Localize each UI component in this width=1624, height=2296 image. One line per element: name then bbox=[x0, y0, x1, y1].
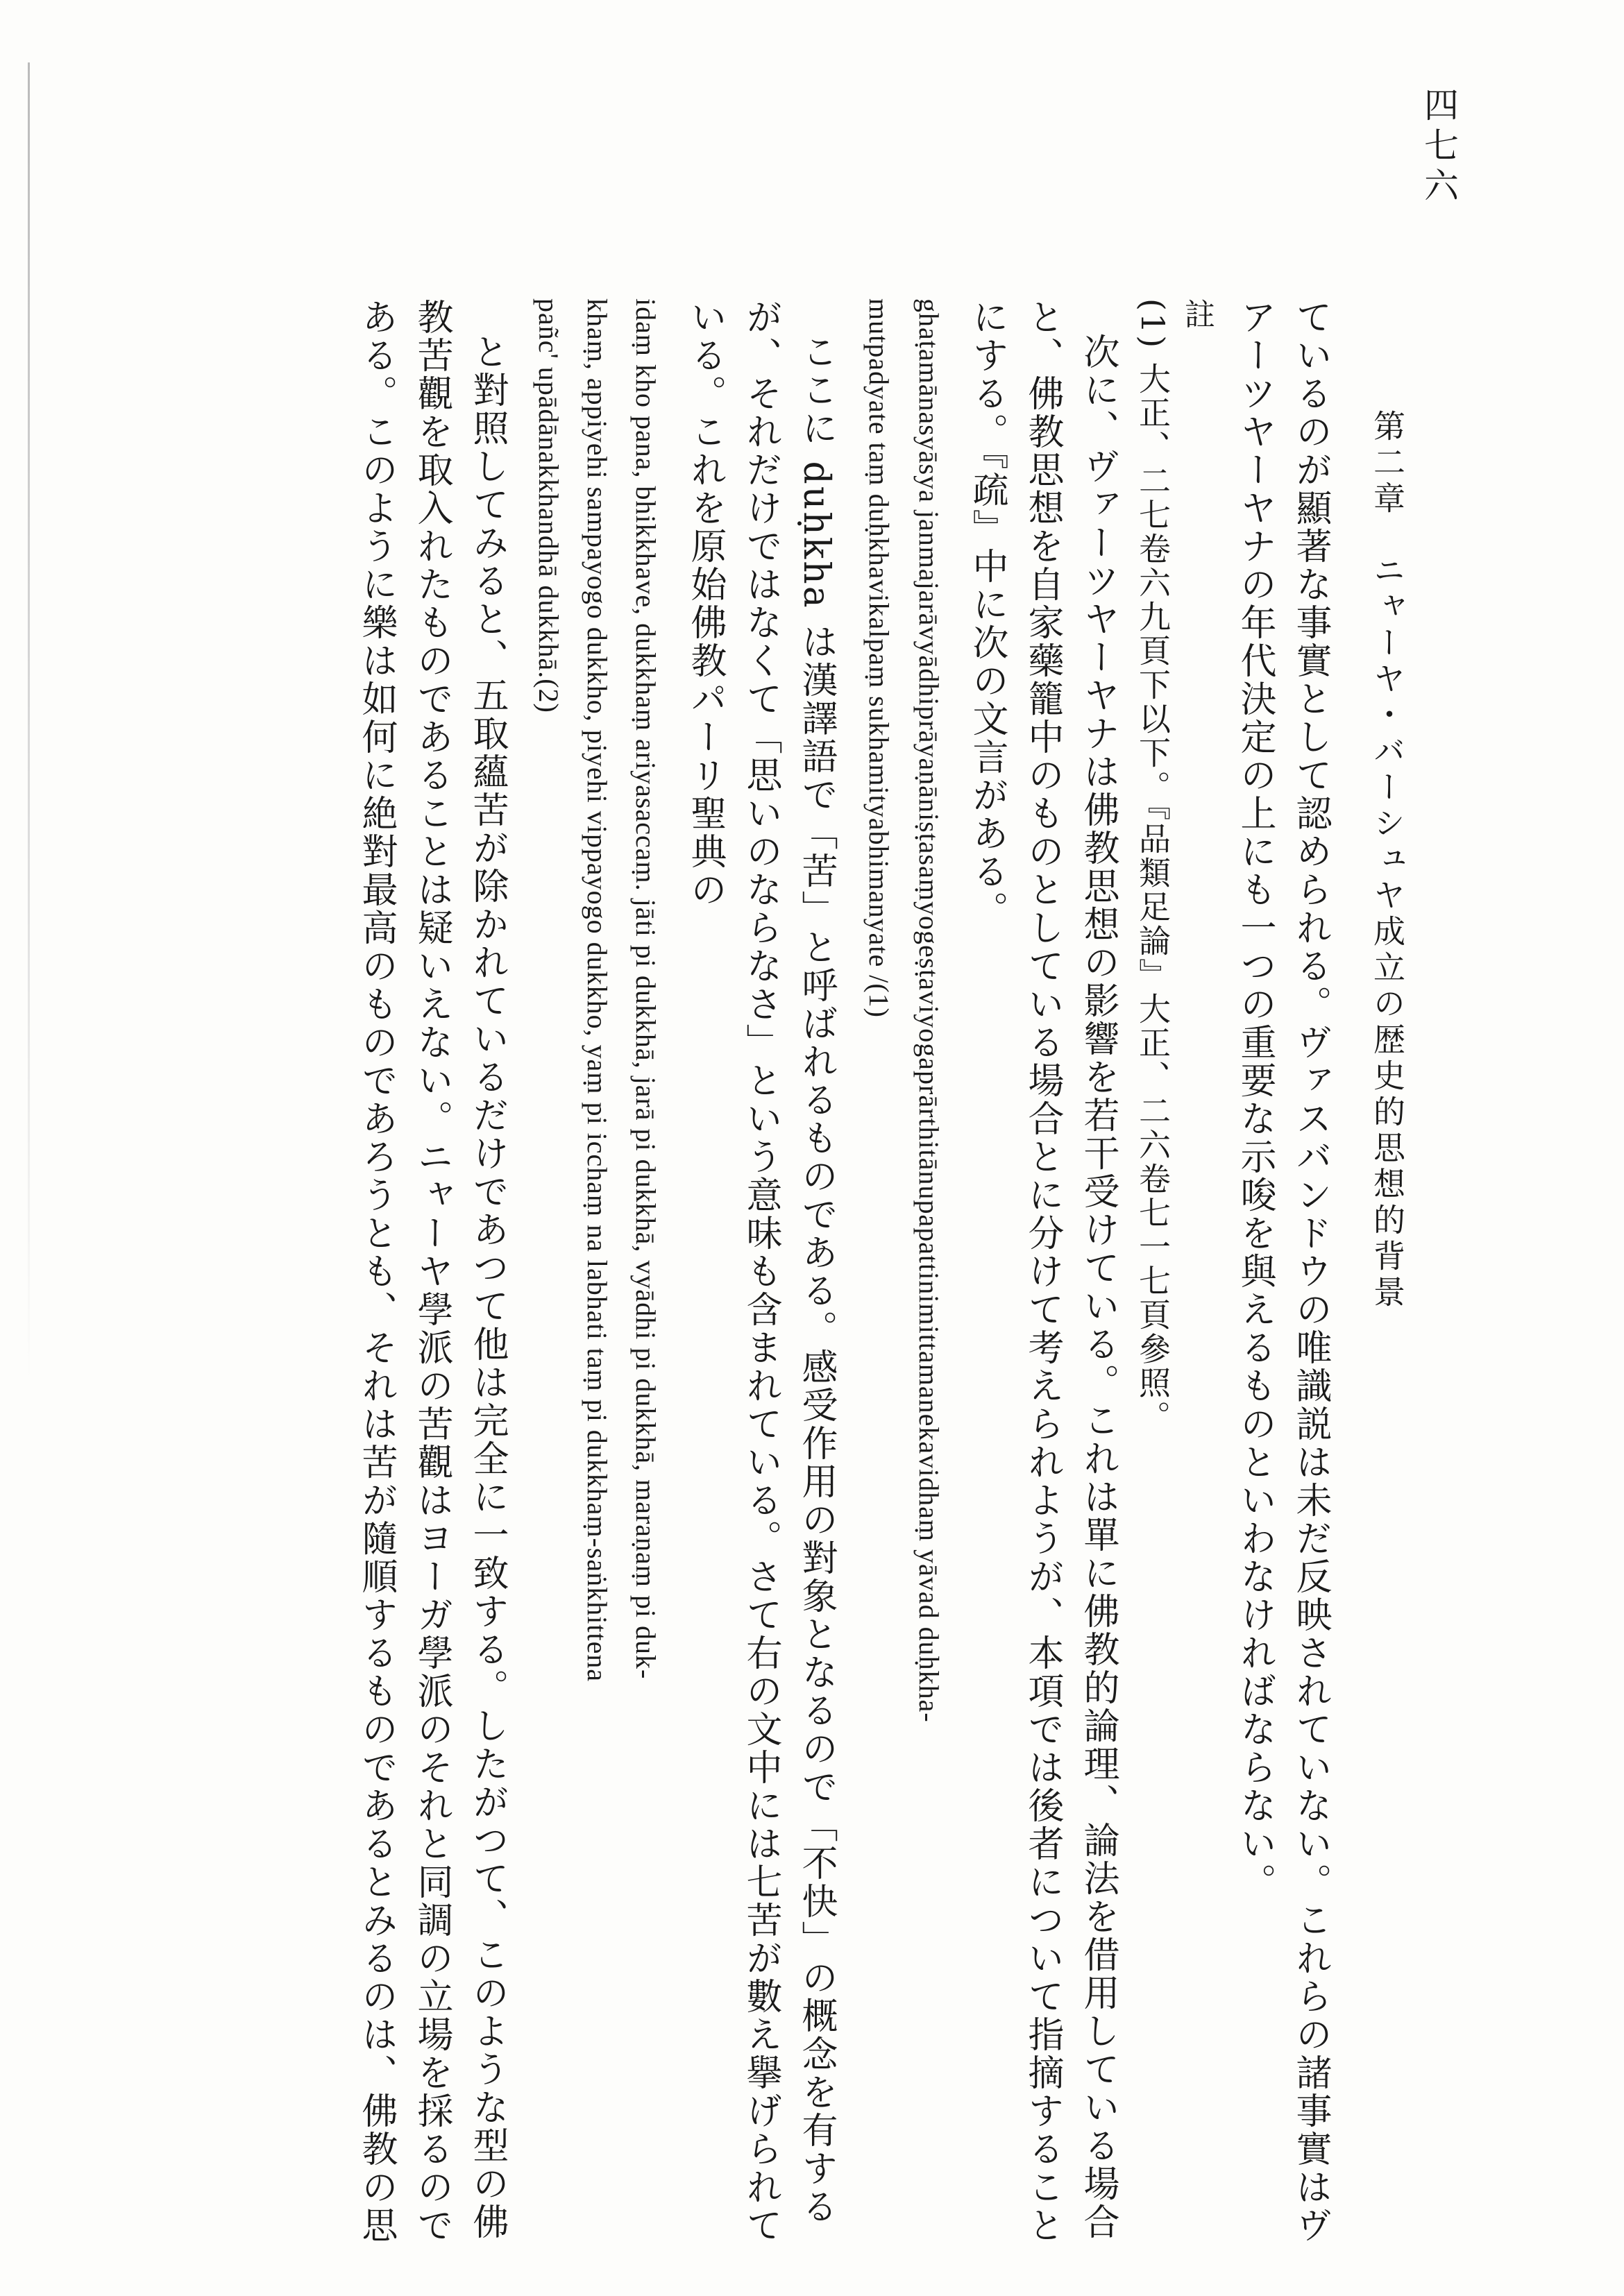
pali-quote-line: idaṃ kho pana, bhikkhave, dukkhaṃ ariyasaccaṃ. jāti pi dukkhā, jarā pi dukkhā, vyādhi pi dukkhā, maraṇaṃ pi duk- bbox=[630, 298, 661, 1680]
body-line: ここに duḥkha は漢譯語で「苦」と呼ばれるものである。感受作用の對象となるので「不快」の概念を有する bbox=[795, 333, 837, 2227]
body-line: と對照してみると、五取蘊苦が除かれているだけであつて他は完全に一致する。したがつて、このような型の佛 bbox=[466, 333, 508, 2241]
body-line: ているのが顯著な事實として認められる。ヴァスバンドウの唯識説は未だ反映されていない。これらの諸事實はヴ bbox=[1289, 298, 1331, 2245]
body-line: 教苦觀を取入れたものであることは疑いえない。ニャーヤ學派の苦觀はヨーガ學派のそれと同調の立場を採るので bbox=[411, 298, 452, 2245]
body-line: と、佛教思想を自家藥籠中のものとしている場合とに分けて考えられようが、本項では後者について指摘すること bbox=[1022, 298, 1063, 2245]
pali-quote-line: khaṃ, appiyehi sampayogo dukkho, piyehi vippayogo dukkho, yaṃ pi icchaṃ na labhati taṃ pi dukkhaṃ-saṅkhittena bbox=[582, 298, 613, 1683]
body-line: が、それだけではなくて「思いのならなさ」という意味も含まれている。さて右の文中には七苦が數え擧げられて bbox=[740, 298, 781, 2245]
body-line: 次に、ヴァーツヤーヤナは佛教思想の影響を若干受けている。これは單に佛教的論理、論法を借用している場合 bbox=[1077, 333, 1119, 2241]
body-line: ある。このように樂は如何に絶對最高のものであろうとも、それは苦が隨順するものであるとみるのは、佛教の思 bbox=[355, 298, 397, 2245]
footnote: (1) 大正、二七卷六九頁下以下。『品類足論』大正、二六卷七一七頁參照。 bbox=[1134, 298, 1172, 1434]
body-line: いる。これを原始佛教パーリ聖典の bbox=[684, 298, 726, 909]
sanskrit-quote-line: mutpadyate taṃ duḥkhavikalpaṃ sukhamityabhimanyate /(1) bbox=[863, 298, 895, 1018]
notes-label: 註 bbox=[1179, 298, 1215, 331]
scan-edge-mark bbox=[28, 62, 30, 1381]
sanskrit-quote-line: ghaṭamānasyāsya janmajarāvyādhiprāyaṇāniṣṭasaṃyogeṣṭaviyogaprārthitānupapattinimittamanekavidhaṃ yāvad duḥkha- bbox=[913, 298, 945, 1723]
body-line: にする。『疏』中に次の文言がある。 bbox=[966, 298, 1008, 929]
body-line: アーツヤーヤナの年代決定の上にも一つの重要な示唆を與えるものといわなければならない。 bbox=[1234, 298, 1276, 1901]
page-number: 四七六 bbox=[1419, 87, 1459, 207]
chapter-title: 第二章 ニャーヤ・バーシュヤ成立の歴史的思想的背景 bbox=[1369, 409, 1406, 1311]
pali-quote-line: pañc' upādānakkhandhā dukkhā.(2) bbox=[533, 298, 564, 713]
